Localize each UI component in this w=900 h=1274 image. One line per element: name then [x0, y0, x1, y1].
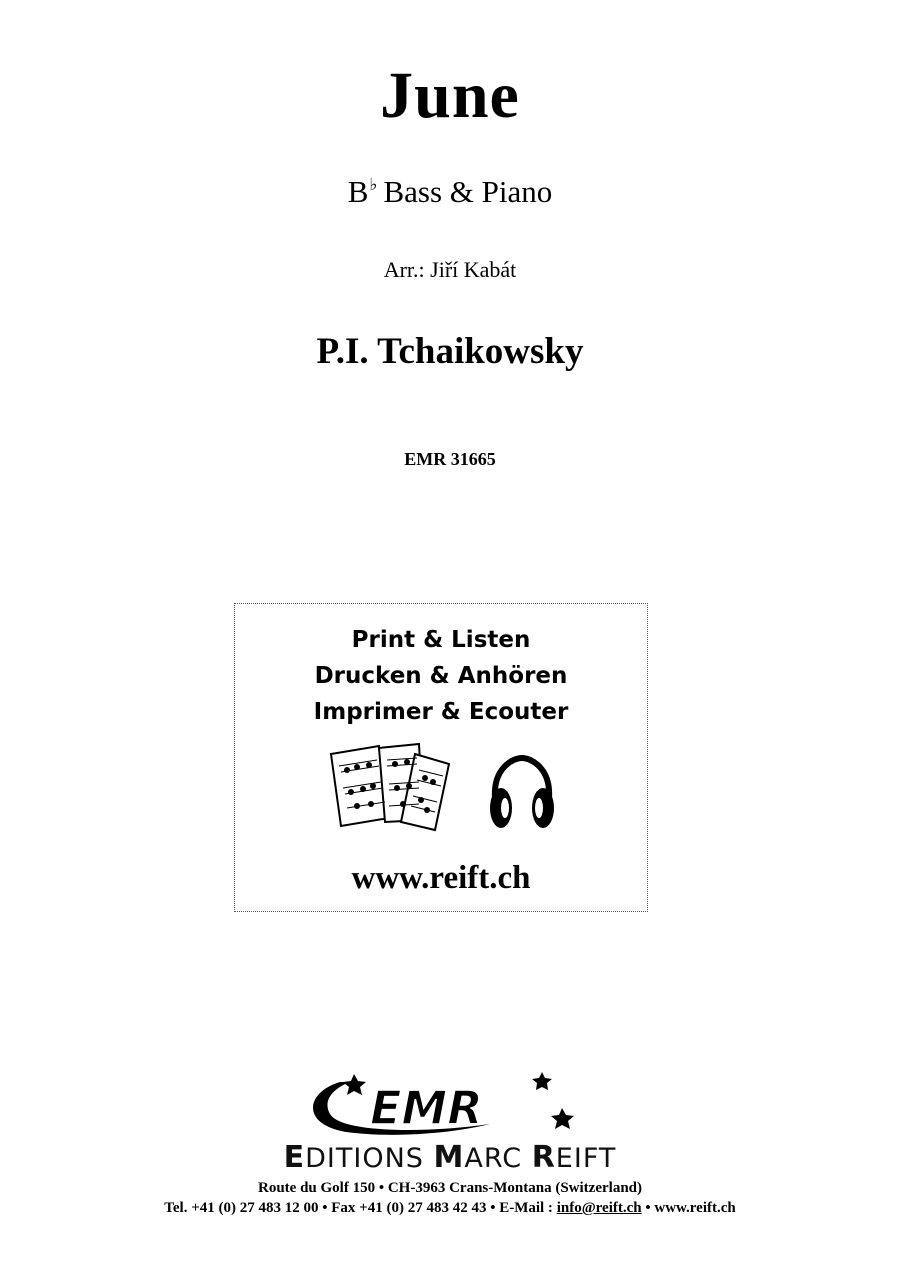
arranger: Arr.: Jiří Kabát: [383, 257, 517, 282]
logo-text: EMR: [370, 1081, 483, 1135]
promo-line-fr: Imprimer & Ecouter: [313, 699, 569, 725]
promo-line-en: Print & Listen: [351, 627, 531, 653]
promo-line-de: Drucken & Anhören: [314, 663, 568, 689]
publisher-name-part: M: [433, 1140, 465, 1175]
headphones-icon: [487, 754, 557, 832]
emr-logo: [300, 1072, 600, 1138]
page-title: June: [380, 59, 520, 132]
email-link[interactable]: info@reift.ch: [556, 1200, 642, 1216]
publisher-address: Route du Golf 150 • CH-3963 Crans-Montana (Switzerland): [258, 1180, 642, 1196]
contact-phone-fax: Tel. +41 (0) 27 483 12 00 • Fax +41 (0) 27 483 42 43 • E-Mail :: [164, 1200, 557, 1216]
instrument-name: Bass & Piano: [383, 174, 553, 209]
publisher-name-part: DITIONS: [305, 1143, 434, 1174]
contact-website: • www.reift.ch: [641, 1200, 736, 1216]
publisher-name-part: R: [531, 1140, 556, 1175]
sheet-music-icon: [327, 740, 457, 832]
catalog-number: EMR 31665: [404, 449, 496, 469]
instrumentation: [0, 174, 900, 210]
flat-sign: ♭: [369, 175, 378, 194]
publisher-contact: [0, 1200, 900, 1217]
print-listen-box: [234, 603, 648, 912]
promo-lines: [235, 622, 647, 730]
promo-url: www.reift.ch: [351, 860, 531, 896]
instrument-key: B: [347, 174, 369, 209]
publisher-name: [0, 1140, 900, 1175]
composer: P.I. Tchaikowsky: [316, 331, 584, 372]
publisher-name-part: ARC: [464, 1143, 532, 1174]
publisher-name-part: EIFT: [555, 1143, 617, 1174]
publisher-name-part: E: [283, 1140, 306, 1175]
